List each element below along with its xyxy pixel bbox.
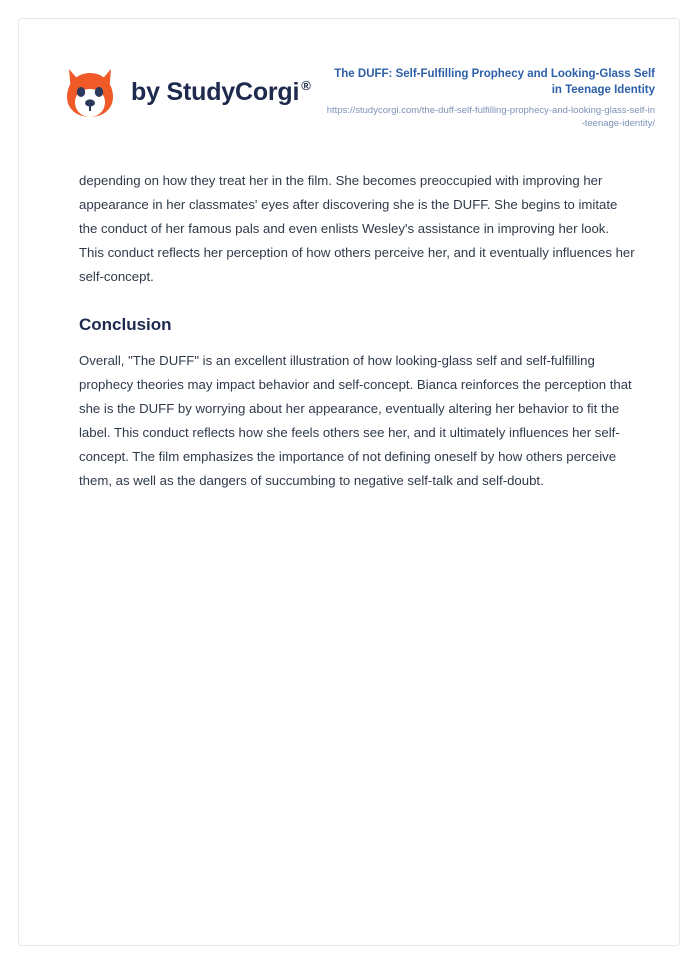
document-url[interactable]: https://studycorgi.com/the-duff-self-fulfilling-prophecy-and-looking-glass-self-in-teenage-identity/	[326, 105, 655, 130]
paragraph-continued: depending on how they treat her in the film. She becomes preoccupied with improving her appearance in her classmates' eyes after discovering she is the DUFF. She begins to imitate the conduct of her famous pals and even enlists Wesley's assistance in improving her look. This conduct reflects her perception of how others perceive her, and it eventually influences her self-concept.	[79, 172, 635, 284]
conclusion-heading: Conclusion	[79, 314, 172, 334]
brand-name-text: by StudyCorgi	[131, 77, 300, 106]
brand-logo[interactable]	[61, 53, 311, 121]
document-header	[19, 19, 679, 131]
conclusion-paragraph: Overall, "The DUFF" is an excellent illustration of how looking-glass self and self-fulfilling prophecy theories may impact behavior and self-concept. Bianca reinforces the perception that she is the DUFF by worrying about her appearance, eventually altering her behavior to fit the label. This conduct reflects how she feels others see her, and it ultimately influences her self-concept. The film emphasizes the importance of not defining oneself by how others perceive them, as well as the dangers of succumbing to negative self-talk and self-doubt.	[79, 352, 632, 488]
document-sheet	[18, 18, 680, 946]
document-body	[19, 131, 679, 493]
corgi-fox-logo-icon	[61, 63, 119, 121]
brand-name	[131, 78, 311, 107]
document-title: The DUFF: Self-Fulfilling Prophecy and Looking-Glass Self in Teenage Identity	[334, 68, 655, 96]
registered-mark: ®	[301, 78, 311, 94]
document-meta	[325, 53, 655, 131]
